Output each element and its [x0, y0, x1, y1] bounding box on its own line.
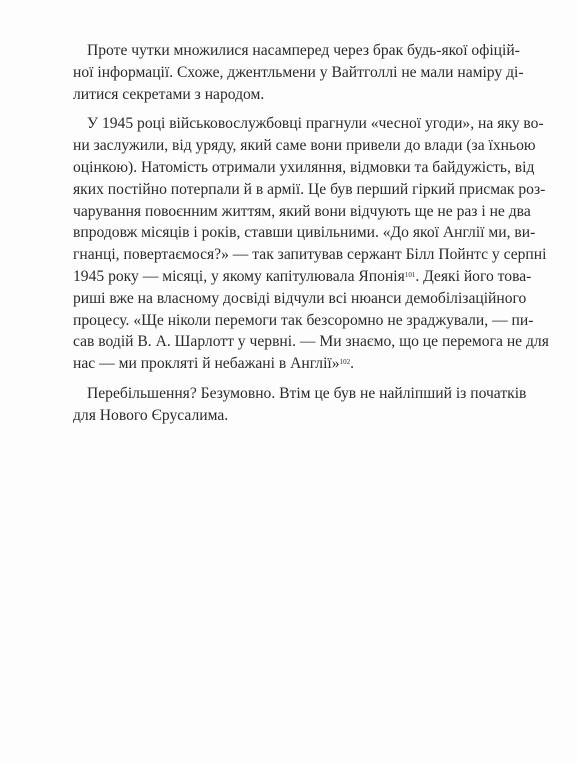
paragraph-2 — [73, 113, 549, 375]
text-line: сав водій В. А. Шарлотт у червні. — Ми знаємо, що це перемога не для — [73, 333, 549, 351]
text-line: У 1945 році військовослужбовці прагнули «чесної угоди», на яку во- — [87, 115, 544, 133]
text-line: чарування повоєнним життям, який вони відчують ще не раз і не два — [73, 202, 531, 220]
text-line-with-footnote — [73, 266, 532, 288]
body-text — [73, 40, 549, 435]
text-segment: нас — ми прокляті й небажані в Англії» — [73, 355, 340, 373]
text-line: ної інформації. Схоже, джентльмени у Вайтголлі не мали наміру ді- — [73, 63, 524, 81]
text-line: оцінкою). Натомість отримали ухиляння, відмовки та байдужість, від — [73, 158, 535, 176]
text-line: процесу. «Ще ніколи перемоги так безсоромно не зраджували, — пи- — [73, 311, 534, 329]
text-segment: . — [350, 355, 354, 373]
text-segment: 1945 року — місяці, у якому капітулювала Японія — [73, 267, 405, 285]
text-line: Перебільшення? Безумовно. Втім це був не найліпший із початків — [87, 384, 527, 402]
text-line: впродовж місяців і років, ставши цивільними. «До якої Англії ми, ви- — [73, 224, 536, 242]
text-line: Проте чутки множилися насамперед через брак будь-якої офіцій- — [87, 42, 520, 59]
text-line: литися секретами з народом. — [73, 85, 265, 103]
text-line: ни заслужили, від уряду, який саме вони привели до влади (за їхньою — [73, 137, 536, 155]
footnote-ref-102: 102 — [339, 358, 351, 367]
text-line: риші вже на власному досвіді відчули всі нюанси демобілізаційного — [73, 289, 527, 307]
text-line: гнанці, повертаємося?» — так запитував сержант Білл Пойнтс у серпні — [73, 246, 547, 264]
text-line: яких постійно потерпали й в армії. Це був перший гіркий присмак роз- — [73, 180, 546, 198]
paragraph-3 — [73, 383, 527, 427]
paragraph-1 — [73, 40, 524, 105]
text-line: для Нового Єрусалима. — [73, 406, 229, 424]
text-line-with-footnote — [73, 353, 505, 375]
text-segment: . Деякі його това- — [415, 267, 532, 285]
footnote-ref-101: 101 — [404, 270, 416, 279]
